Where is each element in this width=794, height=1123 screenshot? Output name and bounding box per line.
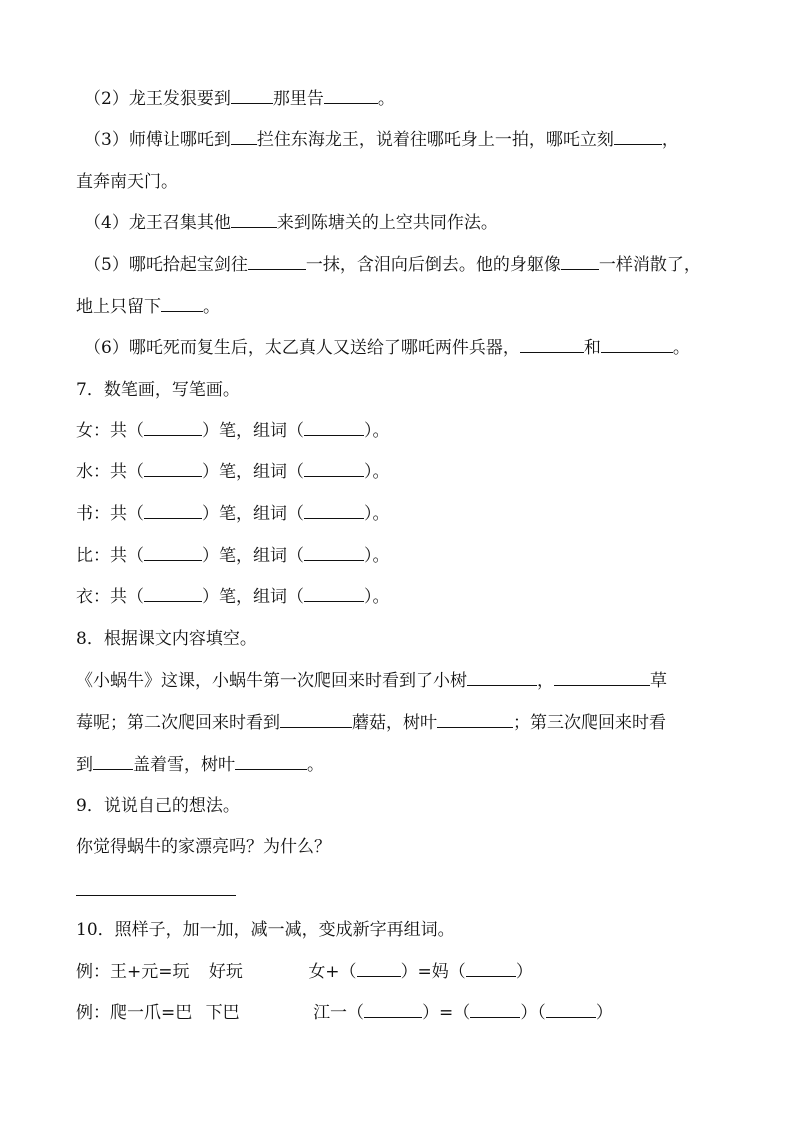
blank[interactable]: [614, 129, 662, 145]
q6-item-5-text-c: 一样消散了，: [598, 255, 701, 275]
q8-line-2: [76, 712, 734, 734]
blank[interactable]: [231, 88, 273, 104]
q8-text: 蘑菇，树叶: [352, 713, 437, 733]
q10-ex1-task: ）: [515, 962, 533, 982]
q6-item-3-text-c: ，: [661, 130, 679, 150]
q8-text: 莓呢；第二次爬回来时看到: [76, 713, 280, 733]
blank[interactable]: [235, 754, 307, 770]
q7-end: ）。: [364, 421, 390, 441]
stroke-count-blank[interactable]: [144, 420, 202, 436]
q7-char: 比: [76, 546, 93, 566]
q6-item-5-text-a: （5）哪吒拾起宝剑往: [84, 255, 248, 275]
stroke-count-blank[interactable]: [144, 461, 202, 477]
q9-question: 你觉得蜗牛的家漂亮吗？为什么？: [76, 837, 331, 857]
q9-answer-line[interactable]: [76, 895, 236, 896]
q6-item-5-text-b: 一抹，含泪向后倒去。他的身躯像: [305, 255, 561, 275]
q6-item-3-cont: [76, 171, 734, 193]
blank[interactable]: [248, 254, 306, 270]
q7-char: 水: [76, 462, 93, 482]
q6-item-6-text-a: （6）哪吒死而复生后，太乙真人又送给了哪吒两件兵器，: [84, 338, 520, 358]
q8-text: 《小蜗牛》这课，小蜗牛第一次爬回来时看到了小树: [76, 671, 467, 691]
q7-gong: ：共（: [93, 462, 144, 482]
q7-row: [76, 461, 734, 483]
q7-row: [76, 420, 734, 442]
q10-ex2-task: ）=（: [422, 1003, 471, 1023]
q7-row: [76, 503, 734, 525]
blank[interactable]: [93, 754, 133, 770]
q8-title: 8．根据课文内容填空。: [76, 629, 257, 649]
q7-char: 书: [76, 504, 93, 524]
q7-char: 衣: [76, 587, 93, 607]
q6-item-5-text-e: 。: [203, 297, 220, 317]
q7-end: ）。: [364, 504, 390, 524]
q6-item-2-text-c: 。: [377, 89, 395, 109]
q6-item-6: [84, 337, 734, 359]
blank[interactable]: [437, 712, 513, 728]
blank[interactable]: [357, 961, 401, 977]
q6-item-5-cont: [76, 296, 734, 318]
q10-title: 10．照样子，加一加，减一减，变成新字再组词。: [76, 920, 455, 940]
blank[interactable]: [546, 1002, 596, 1018]
q9-title: 9．说说自己的想法。: [76, 796, 240, 816]
q6-item-3-text-a: （3）师傅让哪吒到: [84, 130, 231, 150]
q7-bi: ）笔，组词（: [202, 462, 304, 482]
q6-item-2-text-b: 那里告: [272, 89, 324, 109]
q7-end: ）。: [364, 462, 390, 482]
q6-item-2-text-a: （2）龙王发狠要到: [84, 89, 231, 109]
q10-ex2-label: 例：爬一爪=巴: [76, 1003, 193, 1023]
q7-bi: ）笔，组词（: [202, 546, 304, 566]
word-blank[interactable]: [304, 503, 364, 519]
q8-line-1: [76, 670, 734, 692]
q6-item-4-text-b: 来到陈塘关的上空共同作法。: [276, 213, 498, 233]
q8-text: ；第三次爬回来时看: [513, 713, 666, 733]
q10-ex1-label: 例：王+元=玩: [76, 962, 190, 982]
q6-item-3-text-b: 拦住东海龙王，说着往哪吒身上一拍，哪吒立刻: [256, 130, 614, 150]
word-blank[interactable]: [304, 461, 364, 477]
blank[interactable]: [561, 254, 599, 270]
q6-item-6-text-b: 和: [583, 338, 601, 358]
q10-example-2: [76, 1002, 734, 1024]
q6-item-3: [84, 129, 734, 151]
stroke-count-blank[interactable]: [144, 586, 202, 602]
q8-text: ，: [537, 671, 554, 691]
q6-item-6-text-c: 。: [672, 338, 690, 358]
q7-gong: ：共（: [93, 587, 144, 607]
word-blank[interactable]: [304, 586, 364, 602]
q7-end: ）。: [364, 587, 390, 607]
blank[interactable]: [231, 212, 277, 228]
blank[interactable]: [520, 337, 584, 353]
q10-ex2-task: ）: [595, 1003, 613, 1023]
q10-ex2-task: ）（: [520, 1003, 546, 1023]
stroke-count-blank[interactable]: [144, 503, 202, 519]
stroke-count-blank[interactable]: [144, 545, 202, 561]
q7-row: [76, 545, 734, 567]
q7-gong: ：共（: [93, 504, 144, 524]
blank[interactable]: [601, 337, 673, 353]
blank[interactable]: [467, 670, 537, 686]
q7-char: 女: [76, 421, 93, 441]
blank[interactable]: [231, 129, 257, 145]
blank[interactable]: [161, 296, 203, 312]
q7-bi: ）笔，组词（: [202, 504, 304, 524]
q8-text: 盖着雪，树叶: [133, 755, 235, 775]
q10-ex1-word: 好玩: [208, 962, 243, 982]
word-blank[interactable]: [304, 420, 364, 436]
q10-ex2-task: 江一（: [313, 1003, 365, 1023]
q7-gong: ：共（: [93, 421, 144, 441]
q7-bi: ）笔，组词（: [202, 421, 304, 441]
q7-title: 7．数笔画，写笔画。: [76, 380, 240, 400]
blank[interactable]: [470, 1002, 520, 1018]
q6-item-4-text-a: （4）龙王召集其他: [84, 213, 231, 233]
q7-gong: ：共（: [93, 546, 144, 566]
q7-bi: ）笔，组词（: [202, 587, 304, 607]
q8-text: 。: [307, 755, 324, 775]
q8-line-3: [76, 754, 734, 776]
blank[interactable]: [280, 712, 352, 728]
blank[interactable]: [466, 961, 516, 977]
q10-ex2-word: 下巴: [205, 1003, 240, 1023]
blank[interactable]: [364, 1002, 422, 1018]
q10-ex1-task: 女+（: [308, 962, 357, 982]
q10-ex1-task: ）=妈（: [400, 962, 466, 982]
q8-text: 到: [76, 755, 93, 775]
q8-text: 草: [650, 671, 667, 691]
q7-row: [76, 586, 734, 608]
q6-item-4: [84, 212, 734, 234]
word-blank[interactable]: [304, 545, 364, 561]
q6-item-5: [84, 254, 734, 276]
q6-item-2: [84, 88, 734, 110]
blank[interactable]: [324, 88, 378, 104]
blank[interactable]: [554, 670, 650, 686]
q10-example-1: [76, 961, 734, 983]
q6-item-5-text-d: 地上只留下: [76, 297, 161, 317]
q7-end: ）。: [364, 546, 390, 566]
q6-item-3-text-d: 直奔南天门。: [76, 172, 178, 192]
